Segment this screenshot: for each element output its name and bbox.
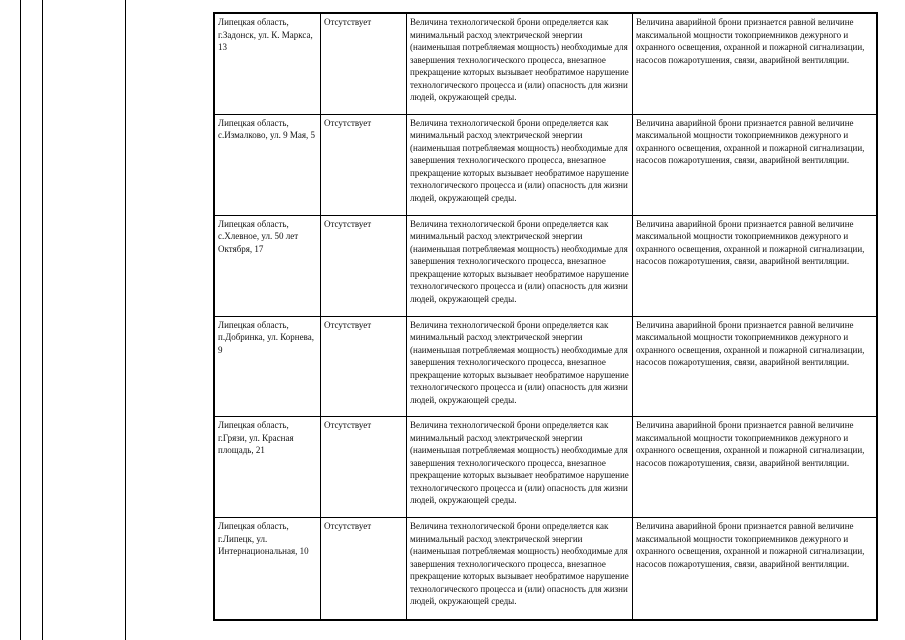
address-cell: Липецкая область, с.Измалково, ул. 9 Мая, 5 — [215, 115, 321, 216]
address-cell: Липецкая область, г.Липецк, ул. Интернациональная, 10 — [215, 518, 321, 619]
address-cell: Липецкая область, г.Грязи, ул. Красная площадь, 21 — [215, 417, 321, 518]
emergency-reserve-cell: Величина аварийной брони признается равной величине максимальной мощности токоприемников дежурного и охранного освещения, охранной и пожарной сигнализации, насосов пожаротушения, связи, аварийной вентиляции. — [633, 417, 876, 518]
power-reserve-table — [213, 12, 878, 621]
left-column-rule-3 — [125, 0, 126, 640]
status-cell: Отсутствует — [321, 518, 407, 619]
emergency-reserve-cell: Величина аварийной брони признается равной величине максимальной мощности токоприемников дежурного и охранного освещения, охранной и пожарной сигнализации, насосов пожаротушения, связи, аварийной вентиляции. — [633, 14, 876, 115]
address-cell: Липецкая область, г.Задонск, ул. К. Маркса, 13 — [215, 14, 321, 115]
status-cell: Отсутствует — [321, 14, 407, 115]
address-cell: Липецкая область, с.Хлевное, ул. 50 лет Октября, 17 — [215, 216, 321, 317]
technological-reserve-cell: Величина технологической брони определяется как минимальный расход электрической энергии (наименьшая потребляемая мощность) необходимые для завершения технологического процесса, внезапное прекращение которых вызывает необратимое нарушение технологического процесса и (или) опасность для жизни людей, окружающей среды. — [407, 317, 633, 418]
technological-reserve-cell: Величина технологической брони определяется как минимальный расход электрической энергии (наименьшая потребляемая мощность) необходимые для завершения технологического процесса, внезапное прекращение которых вызывает необратимое нарушение технологического процесса и (или) опасность для жизни людей, окружающей среды. — [407, 417, 633, 518]
status-cell: Отсутствует — [321, 317, 407, 418]
technological-reserve-cell: Величина технологической брони определяется как минимальный расход электрической энергии (наименьшая потребляемая мощность) необходимые для завершения технологического процесса, внезапное прекращение которых вызывает необратимое нарушение технологического процесса и (или) опасность для жизни людей, окружающей среды. — [407, 115, 633, 216]
left-column-rule-2 — [42, 0, 43, 640]
address-cell: Липецкая область, п.Добринка, ул. Корнева, 9 — [215, 317, 321, 418]
emergency-reserve-cell: Величина аварийной брони признается равной величине максимальной мощности токоприемников дежурного и охранного освещения, охранной и пожарной сигнализации, насосов пожаротушения, связи, аварийной вентиляции. — [633, 216, 876, 317]
emergency-reserve-cell: Величина аварийной брони признается равной величине максимальной мощности токоприемников дежурного и охранного освещения, охранной и пожарной сигнализации, насосов пожаротушения, связи, аварийной вентиляции. — [633, 317, 876, 418]
left-column-rule-1 — [20, 0, 21, 640]
technological-reserve-cell: Величина технологической брони определяется как минимальный расход электрической энергии (наименьшая потребляемая мощность) необходимые для завершения технологического процесса, внезапное прекращение которых вызывает необратимое нарушение технологического процесса и (или) опасность для жизни людей, окружающей среды. — [407, 14, 633, 115]
technological-reserve-cell: Величина технологической брони определяется как минимальный расход электрической энергии (наименьшая потребляемая мощность) необходимые для завершения технологического процесса, внезапное прекращение которых вызывает необратимое нарушение технологического процесса и (или) опасность для жизни людей, окружающей среды. — [407, 518, 633, 619]
status-cell: Отсутствует — [321, 216, 407, 317]
technological-reserve-cell: Величина технологической брони определяется как минимальный расход электрической энергии (наименьшая потребляемая мощность) необходимые для завершения технологического процесса, внезапное прекращение которых вызывает необратимое нарушение технологического процесса и (или) опасность для жизни людей, окружающей среды. — [407, 216, 633, 317]
emergency-reserve-cell: Величина аварийной брони признается равной величине максимальной мощности токоприемников дежурного и охранного освещения, охранной и пожарной сигнализации, насосов пожаротушения, связи, аварийной вентиляции. — [633, 115, 876, 216]
status-cell: Отсутствует — [321, 417, 407, 518]
status-cell: Отсутствует — [321, 115, 407, 216]
emergency-reserve-cell: Величина аварийной брони признается равной величине максимальной мощности токоприемников дежурного и охранного освещения, охранной и пожарной сигнализации, насосов пожаротушения, связи, аварийной вентиляции. — [636, 521, 865, 569]
